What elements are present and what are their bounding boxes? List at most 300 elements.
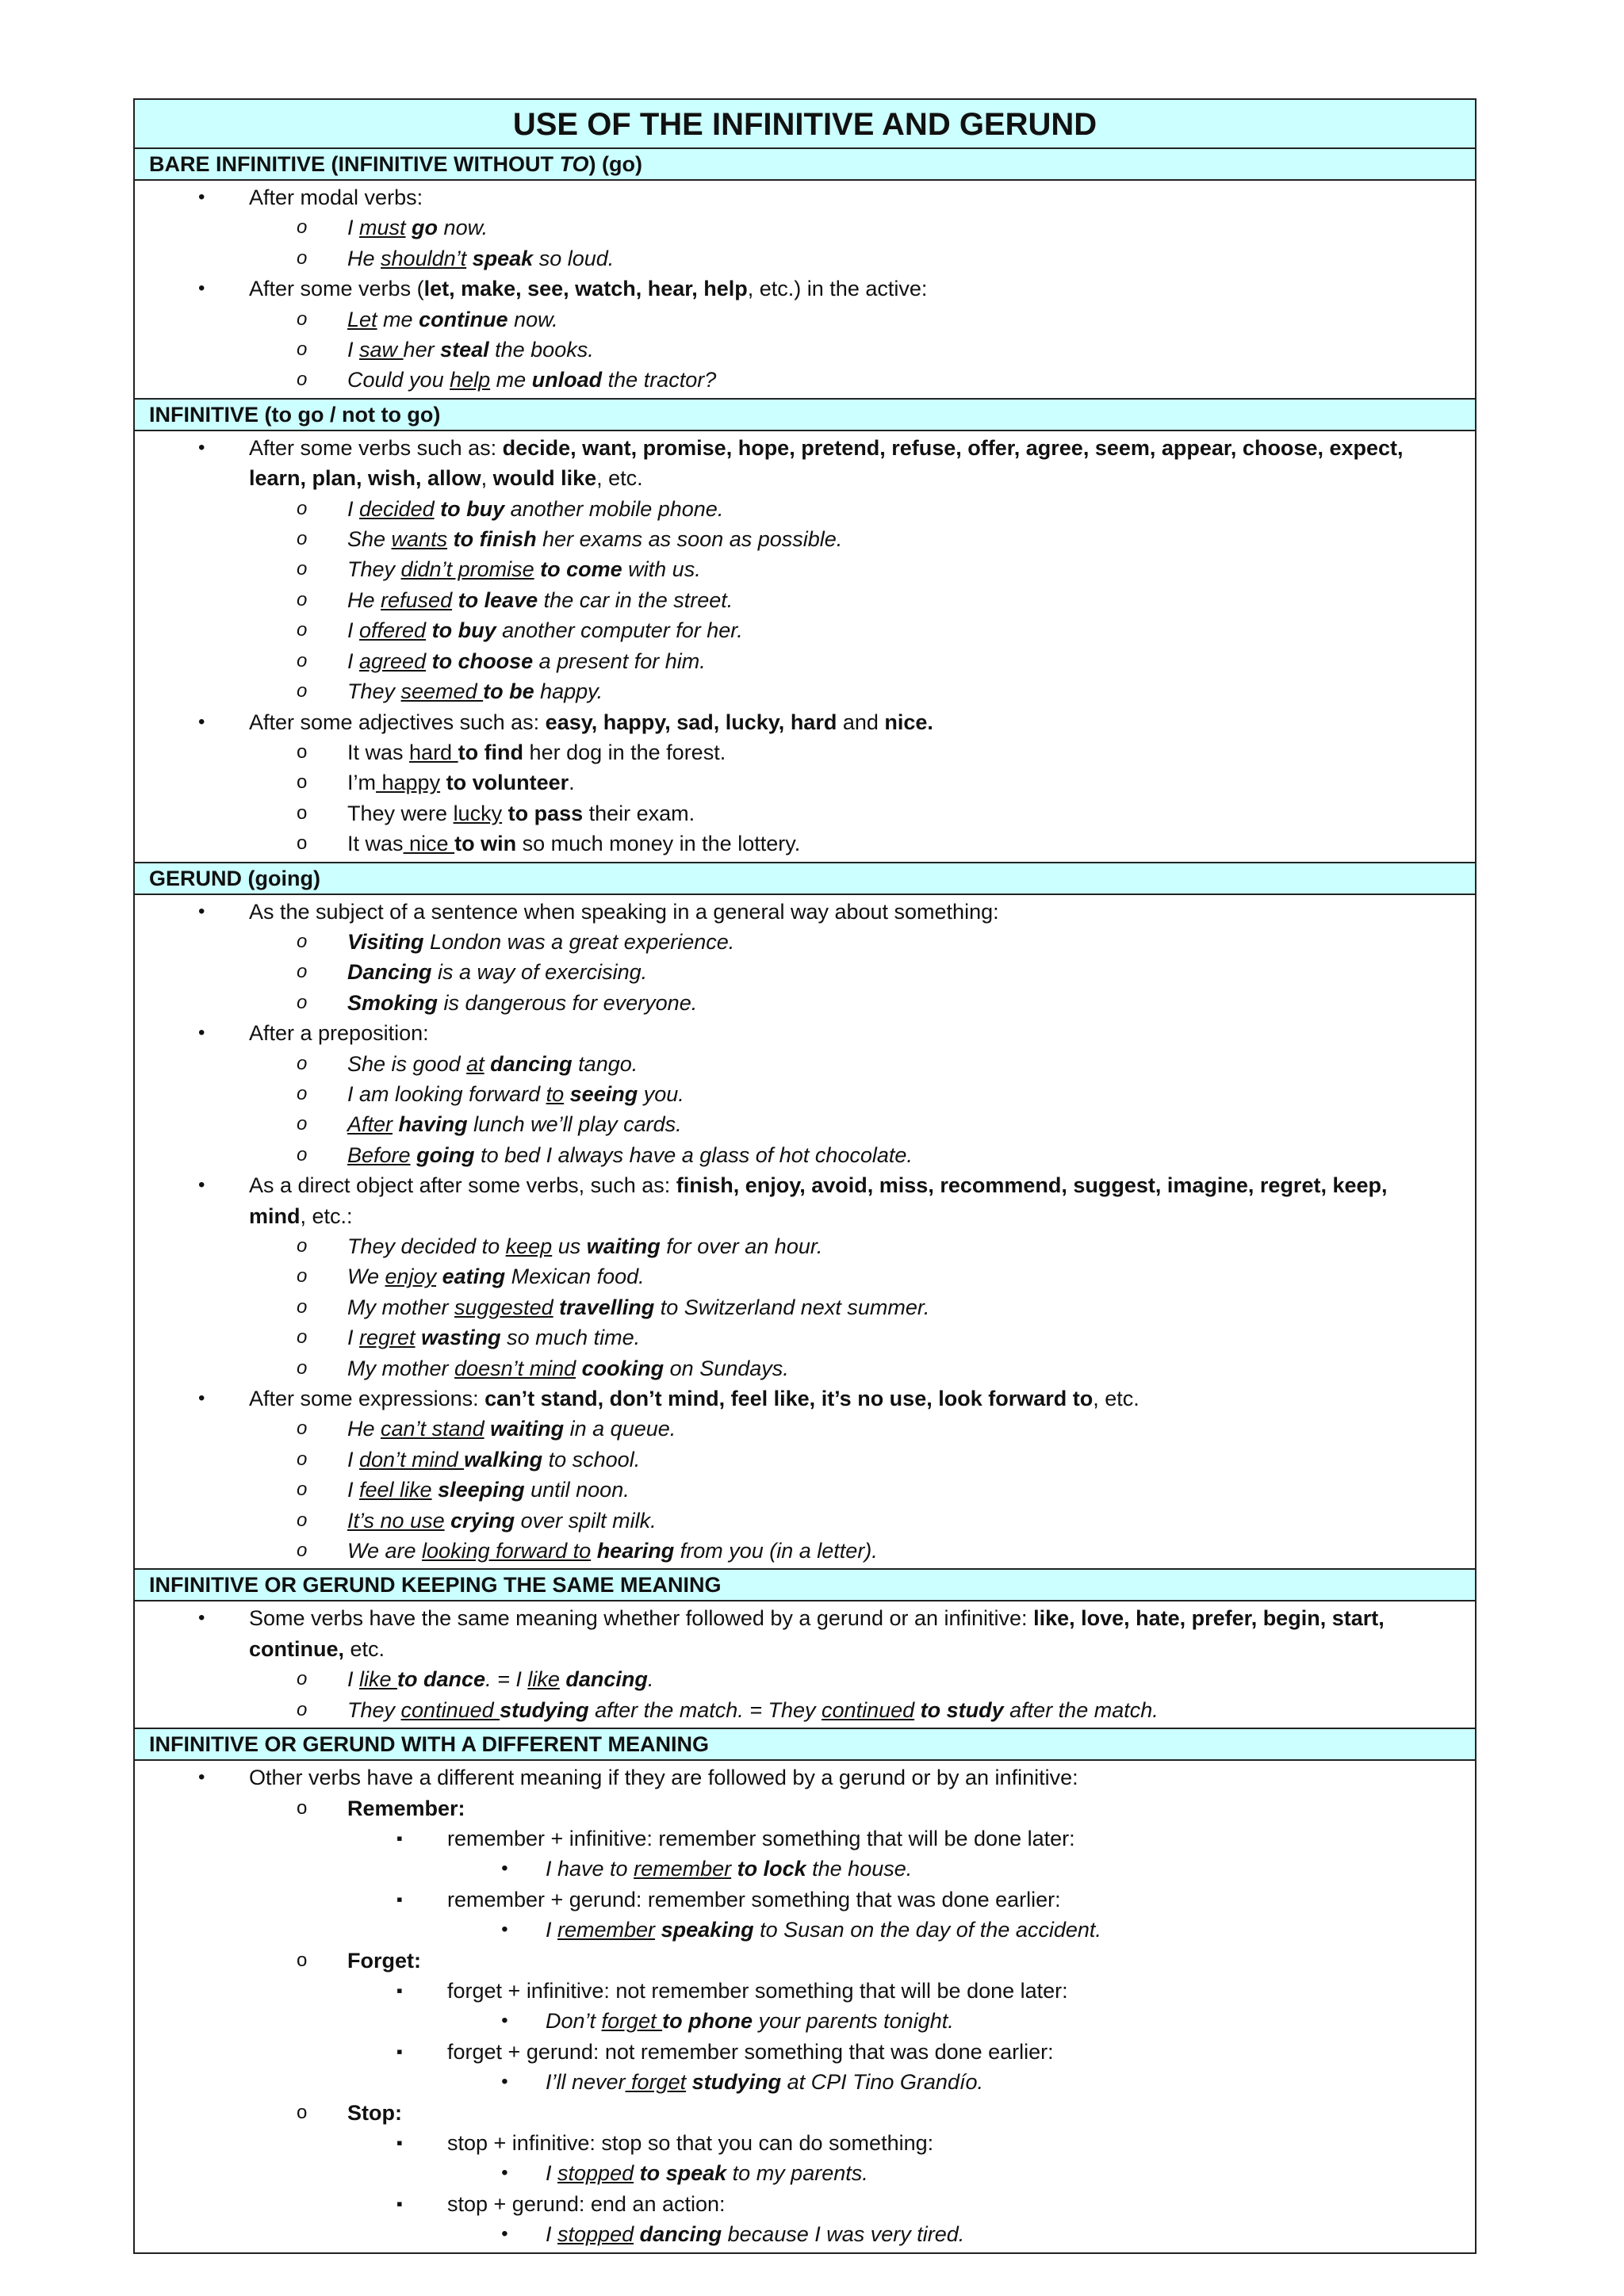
text-run xyxy=(591,1539,597,1563)
circle-marker-icon: o xyxy=(297,1448,308,1470)
text-run: My mother xyxy=(347,1356,455,1380)
circle-marker-icon: o xyxy=(297,832,308,855)
circle-marker-icon: o xyxy=(297,247,308,269)
list-item xyxy=(135,304,1475,335)
list-item xyxy=(135,897,1475,927)
circle-marker-icon: o xyxy=(297,1235,308,1257)
circle-marker-icon: o xyxy=(297,1052,308,1074)
text-run: the books. xyxy=(488,338,594,362)
text-run xyxy=(731,1857,737,1881)
text-run: us xyxy=(552,1234,587,1258)
text-run: stopped xyxy=(557,2161,634,2186)
text-run: They were xyxy=(347,801,454,825)
page-title: USE OF THE INFINITIVE AND GERUND xyxy=(135,100,1475,149)
text-run: I xyxy=(347,1667,360,1692)
list-item xyxy=(135,1603,1475,1633)
text-run: It was xyxy=(347,740,410,764)
text-run: keep xyxy=(505,1234,553,1258)
text-run: seemed xyxy=(400,679,484,704)
text-run: to buy xyxy=(431,618,496,643)
bullet-marker-icon: • xyxy=(198,710,205,733)
section-heading xyxy=(135,1568,1475,1601)
text-run: I’m xyxy=(347,771,376,795)
text-run: mind xyxy=(249,1203,301,1228)
text-run: nice. xyxy=(884,710,933,734)
square-marker-icon: ▪ xyxy=(396,2132,403,2152)
text-run: after the match. xyxy=(1003,1697,1159,1722)
text-run: her dog in the forest. xyxy=(523,740,726,764)
bullet-marker-icon: • xyxy=(198,1607,205,1629)
section-body xyxy=(135,1761,1475,2252)
text-run: to study xyxy=(920,1697,1004,1722)
bullet-marker-icon: • xyxy=(501,2071,508,2093)
text-run xyxy=(393,1112,399,1136)
text-run xyxy=(576,1357,582,1380)
text-run: , etc. xyxy=(1093,1387,1139,1411)
text-run: to speak xyxy=(639,2161,727,2186)
text-run: Before xyxy=(347,1142,411,1167)
text-run: We are xyxy=(347,1539,423,1563)
text-run: cooking xyxy=(581,1356,665,1380)
text-run: Could you xyxy=(347,368,450,392)
text-run: another mobile phone. xyxy=(504,496,724,521)
circle-marker-icon: o xyxy=(297,930,308,952)
text-run: to Susan on the day of the accident. xyxy=(753,1918,1101,1942)
text-run: the tractor? xyxy=(602,368,717,392)
text-run: you. xyxy=(638,1081,684,1106)
text-run: in a queue. xyxy=(564,1417,676,1441)
text-run: He xyxy=(347,246,381,270)
section-heading xyxy=(135,149,1475,181)
text-run: must xyxy=(359,216,406,240)
bullet-marker-icon: • xyxy=(501,2223,508,2245)
list-item xyxy=(135,524,1475,554)
list-item xyxy=(135,585,1475,615)
list-item xyxy=(135,365,1475,395)
text-run: after the match. = They xyxy=(588,1697,822,1722)
text-run: to finish xyxy=(453,527,537,552)
list-item xyxy=(135,274,1475,304)
text-run: Mexican food. xyxy=(505,1265,645,1289)
section-body xyxy=(135,1601,1475,1728)
circle-marker-icon: o xyxy=(297,528,308,550)
text-run: a present for him. xyxy=(533,649,706,673)
text-run: Dancing xyxy=(347,960,432,985)
text-run: After some adjectives such as: xyxy=(249,710,546,734)
text-run: He xyxy=(347,587,381,612)
text-run xyxy=(436,1265,442,1288)
text-run: remember + gerund: remember something that was done earlier: xyxy=(447,1887,1061,1911)
square-marker-icon: ▪ xyxy=(396,1888,403,1909)
list-item xyxy=(135,1140,1475,1170)
text-run: dancing xyxy=(565,1667,648,1692)
text-run: the car in the street. xyxy=(538,587,733,612)
text-run: . = I xyxy=(485,1667,528,1692)
text-run: They xyxy=(347,1697,401,1722)
text-run: to come xyxy=(540,557,622,582)
list-item xyxy=(135,1762,1475,1793)
text-run: seeing xyxy=(569,1081,638,1106)
section-body xyxy=(135,431,1475,862)
list-item xyxy=(135,335,1475,365)
section-heading xyxy=(135,862,1475,895)
text-run: ) (go) xyxy=(588,152,642,176)
list-item xyxy=(135,1823,1475,1854)
text-run: sleeping xyxy=(438,1478,525,1502)
text-run: didn’t promise xyxy=(400,557,534,582)
text-run: I xyxy=(347,1326,360,1350)
text-run: and xyxy=(837,710,885,734)
list-item xyxy=(135,1414,1475,1444)
text-run: going xyxy=(416,1142,475,1167)
list-item xyxy=(135,1915,1475,1945)
list-item xyxy=(135,1170,1475,1200)
circle-marker-icon: o xyxy=(297,369,308,391)
list-item xyxy=(135,798,1475,828)
text-run: because I was very tired. xyxy=(722,2222,965,2247)
text-run: They decided to xyxy=(347,1234,506,1258)
text-run: like xyxy=(527,1667,560,1692)
text-run: I xyxy=(347,649,360,673)
text-run: After some verbs such as: xyxy=(249,435,503,460)
text-run: , etc. xyxy=(596,466,643,491)
text-run: After xyxy=(347,1112,393,1137)
circle-marker-icon: o xyxy=(297,1113,308,1135)
text-run xyxy=(686,2070,692,2094)
list-item xyxy=(135,1231,1475,1261)
text-run: to xyxy=(546,1081,565,1106)
circle-marker-icon: o xyxy=(297,802,308,824)
text-run: After modal verbs: xyxy=(249,186,423,209)
text-run: I’ll never xyxy=(546,2070,626,2095)
list-item xyxy=(135,1353,1475,1383)
text-run: After some expressions: xyxy=(249,1387,485,1411)
list-item xyxy=(135,646,1475,676)
text-run: steal xyxy=(440,338,489,362)
text-run: to phone xyxy=(662,2009,753,2034)
list-item xyxy=(135,927,1475,957)
circle-marker-icon: o xyxy=(297,740,308,763)
circle-marker-icon: o xyxy=(297,680,308,702)
circle-marker-icon: o xyxy=(297,1265,308,1288)
section-heading xyxy=(135,398,1475,431)
text-run: After some verbs ( xyxy=(249,277,424,301)
text-run: . xyxy=(647,1667,654,1692)
circle-marker-icon: o xyxy=(297,558,308,580)
text-run: happy. xyxy=(534,679,603,704)
text-run: I xyxy=(546,2222,558,2247)
circle-marker-icon: o xyxy=(297,961,308,983)
text-run: saw xyxy=(359,338,404,362)
text-run: agreed xyxy=(359,649,427,673)
text-run: Some verbs have the same meaning whether followed by a gerund or an infinitive: xyxy=(249,1606,1034,1631)
text-run: decided xyxy=(359,496,435,521)
list-item xyxy=(135,433,1475,463)
text-run xyxy=(426,649,432,673)
text-run: We xyxy=(347,1265,385,1289)
text-run: to Switzerland next summer. xyxy=(654,1295,930,1319)
list-item xyxy=(135,988,1475,1018)
square-marker-icon: ▪ xyxy=(396,2041,403,2061)
text-run: Forget: xyxy=(347,1948,421,1973)
text-run: now. xyxy=(508,307,558,331)
text-run: your parents tonight. xyxy=(753,2009,954,2034)
grammar-sheet xyxy=(133,98,1477,2254)
text-run: remember xyxy=(557,1918,656,1942)
list-item xyxy=(135,1475,1475,1505)
text-run: to buy xyxy=(440,496,505,521)
text-run: so much money in the lottery. xyxy=(516,832,801,856)
circle-marker-icon: o xyxy=(297,497,308,519)
text-run xyxy=(655,1918,661,1942)
text-run: stopped xyxy=(557,2222,634,2247)
text-run: to lock xyxy=(737,1857,806,1881)
text-run: refused xyxy=(381,587,453,612)
list-item xyxy=(135,1049,1475,1079)
text-run: can’t stand xyxy=(381,1417,485,1441)
text-run: She is good xyxy=(347,1051,467,1076)
section-body xyxy=(135,181,1475,398)
list-item xyxy=(135,2098,1475,2128)
text-run: shouldn’t xyxy=(381,246,467,270)
list-item xyxy=(135,243,1475,274)
circle-marker-icon: o xyxy=(297,1668,308,1690)
text-run: speaking xyxy=(661,1918,754,1942)
text-run: GERUND (going) xyxy=(149,866,320,890)
text-run: Remember: xyxy=(347,1796,465,1820)
text-run: forget + gerund: not remember something that was done earlier: xyxy=(447,2039,1054,2064)
text-run xyxy=(534,557,541,581)
text-run xyxy=(485,1417,491,1441)
text-run: dancing xyxy=(639,2222,722,2247)
text-run: to leave xyxy=(458,587,538,612)
text-run xyxy=(466,247,473,270)
circle-marker-icon: o xyxy=(297,1418,308,1440)
list-item xyxy=(135,676,1475,706)
bullet-marker-icon: • xyxy=(198,1766,205,1789)
text-run: enjoy xyxy=(385,1265,437,1289)
text-run: finish, enjoy, avoid, miss, recommend, suggest, imagine, regret, keep, xyxy=(676,1173,1388,1198)
text-run: Stop: xyxy=(347,2100,402,2125)
text-run: remember + infinitive: remember something that will be done later: xyxy=(447,1826,1075,1850)
text-run xyxy=(564,1082,570,1106)
text-run: lunch we’ll play cards. xyxy=(467,1112,682,1137)
text-run: unload xyxy=(531,368,603,392)
text-run: to my parents. xyxy=(726,2161,868,2186)
text-run: is dangerous for everyone. xyxy=(438,990,698,1015)
bullet-marker-icon: • xyxy=(198,900,205,922)
text-run: BARE INFINITIVE (INFINITIVE WITHOUT xyxy=(149,152,560,176)
list-item xyxy=(135,1695,1475,1725)
text-run xyxy=(416,1326,422,1349)
text-run: go xyxy=(412,216,439,240)
text-run: so loud. xyxy=(533,246,615,270)
text-run: As a direct object after some verbs, such as: xyxy=(249,1173,676,1198)
circle-marker-icon: o xyxy=(297,619,308,641)
text-run: wants xyxy=(391,527,448,552)
circle-marker-icon: o xyxy=(297,216,308,239)
text-run: regret xyxy=(359,1326,416,1350)
text-run: would like xyxy=(492,466,597,491)
text-run: the house. xyxy=(806,1857,913,1881)
bullet-marker-icon: • xyxy=(198,277,205,300)
text-run: over spilt milk. xyxy=(515,1508,657,1533)
text-run: to pass xyxy=(508,801,584,825)
text-run: at xyxy=(466,1051,485,1076)
text-run: Other verbs have a different meaning if they are followed by a gerund or by an infinitive: xyxy=(249,1766,1078,1790)
text-run: decide, want, promise, hope, pretend, refuse, offer, agree, seem, appear, choose, expect, xyxy=(502,435,1404,460)
list-item xyxy=(135,1793,1475,1823)
text-run: another computer for her. xyxy=(496,618,743,643)
text-run: wasting xyxy=(421,1326,501,1350)
list-item xyxy=(135,2067,1475,2097)
text-run: their exam. xyxy=(583,801,695,825)
text-run: looking forward to xyxy=(422,1539,592,1563)
list-item xyxy=(135,2158,1475,2188)
text-run: so much time. xyxy=(500,1326,641,1350)
text-run: doesn’t mind xyxy=(454,1356,576,1380)
list-item xyxy=(135,1946,1475,1976)
list-item xyxy=(135,182,1475,212)
list-item xyxy=(135,2006,1475,2036)
list-item xyxy=(135,1383,1475,1414)
text-run: to bed I always have a glass of hot chocolate. xyxy=(474,1142,913,1167)
text-run: continued xyxy=(400,1697,500,1722)
circle-marker-icon: o xyxy=(297,991,308,1013)
text-run xyxy=(447,527,454,551)
list-item xyxy=(135,1109,1475,1139)
square-marker-icon: ▪ xyxy=(396,1980,403,2000)
bullet-marker-icon: • xyxy=(501,2010,508,2032)
text-run: her xyxy=(403,338,441,362)
bullet-marker-icon: • xyxy=(198,1387,205,1410)
text-run: INFINITIVE (to go / not to go) xyxy=(149,402,441,427)
text-run: I xyxy=(347,216,360,240)
text-run: stop + gerund: end an action: xyxy=(447,2191,726,2216)
text-run: tango. xyxy=(572,1051,638,1076)
text-run: walking xyxy=(464,1447,543,1471)
circle-marker-icon: o xyxy=(297,1082,308,1104)
text-run: let, make, see, watch, hear, help xyxy=(423,277,748,301)
list-item xyxy=(135,554,1475,584)
list-item xyxy=(135,1079,1475,1109)
list-item xyxy=(135,707,1475,737)
text-run: continued xyxy=(822,1697,915,1722)
square-marker-icon: ▪ xyxy=(396,2193,403,2214)
circle-marker-icon: o xyxy=(297,1949,308,1971)
circle-marker-icon: o xyxy=(297,1295,308,1318)
text-run: forget + infinitive: not remember something that will be done later: xyxy=(447,1978,1068,2003)
text-run: nice xyxy=(403,832,455,856)
text-run xyxy=(914,1698,921,1722)
text-run: forget xyxy=(601,2009,663,2034)
text-run: She xyxy=(347,527,392,552)
circle-marker-icon: o xyxy=(297,1509,308,1531)
text-run: to school. xyxy=(542,1447,641,1471)
text-run: feel like xyxy=(359,1478,432,1502)
text-run: easy, happy, sad, lucky, hard xyxy=(545,710,837,734)
list-item xyxy=(135,957,1475,987)
text-run: speak xyxy=(472,246,534,270)
text-run: at CPI Tino Grandío. xyxy=(781,2070,983,2095)
sections-container xyxy=(135,149,1475,2252)
list-item xyxy=(135,1885,1475,1915)
text-run: until noon. xyxy=(524,1478,630,1502)
text-run: like, love, hate, prefer, begin, start, xyxy=(1033,1606,1385,1631)
text-run: crying xyxy=(450,1508,515,1533)
circle-marker-icon: o xyxy=(297,1698,308,1720)
text-run: He xyxy=(347,1417,381,1441)
list-item xyxy=(135,1854,1475,1884)
text-run: I have to xyxy=(546,1857,634,1881)
text-run: from you (in a letter). xyxy=(674,1539,878,1563)
list-item xyxy=(135,615,1475,645)
text-run: help xyxy=(450,368,491,392)
circle-marker-icon: o xyxy=(297,1540,308,1562)
text-run: TO xyxy=(559,152,589,176)
text-run: Don’t xyxy=(546,2009,602,2034)
list-item xyxy=(135,1445,1475,1475)
text-run: learn, plan, wish, allow xyxy=(249,466,481,491)
text-run: , etc.) in the active: xyxy=(747,277,928,301)
text-run: They xyxy=(347,557,401,582)
text-run: I xyxy=(347,338,360,362)
list-item xyxy=(135,2189,1475,2219)
circle-marker-icon: o xyxy=(297,588,308,610)
bullet-marker-icon: • xyxy=(198,436,205,458)
text-run: INFINITIVE OR GERUND WITH A DIFFERENT MEANING xyxy=(149,1732,709,1757)
text-run xyxy=(634,2222,640,2246)
text-run: . xyxy=(569,771,575,795)
circle-marker-icon: o xyxy=(297,2101,308,2123)
text-run: remember xyxy=(634,1857,732,1881)
text-run: with us. xyxy=(622,557,701,582)
list-item xyxy=(135,1322,1475,1353)
text-run xyxy=(426,618,432,642)
text-run: waiting xyxy=(490,1417,565,1441)
circle-marker-icon: o xyxy=(297,1797,308,1819)
bullet-marker-icon: • xyxy=(501,2162,508,2184)
text-run xyxy=(432,1478,439,1502)
square-marker-icon: ▪ xyxy=(396,1827,403,1848)
list-item xyxy=(135,828,1475,859)
text-run xyxy=(452,588,458,612)
bullet-marker-icon: • xyxy=(198,186,205,208)
text-run: to choose xyxy=(431,649,534,673)
text-run: waiting xyxy=(586,1234,661,1258)
bullet-marker-icon: • xyxy=(501,1858,508,1880)
list-item-continuation xyxy=(135,1201,1475,1231)
list-item-continuation xyxy=(135,463,1475,493)
list-item xyxy=(135,1292,1475,1322)
text-run: to find xyxy=(458,740,524,764)
text-run: don’t mind xyxy=(359,1447,465,1471)
text-run: to dance xyxy=(397,1667,486,1692)
text-run xyxy=(445,1509,451,1533)
text-run: to win xyxy=(454,832,517,856)
list-item xyxy=(135,212,1475,243)
text-run: to volunteer xyxy=(446,771,569,795)
text-run xyxy=(406,216,412,239)
text-run: can’t stand, don’t mind, feel like, it’s no use, look forward to xyxy=(485,1387,1094,1411)
circle-marker-icon: o xyxy=(297,1479,308,1501)
text-run: etc. xyxy=(344,1636,385,1661)
list-item xyxy=(135,767,1475,798)
text-run xyxy=(440,771,446,794)
text-run: offered xyxy=(359,618,427,643)
text-run: Smoking xyxy=(347,990,439,1015)
list-item xyxy=(135,2128,1475,2158)
